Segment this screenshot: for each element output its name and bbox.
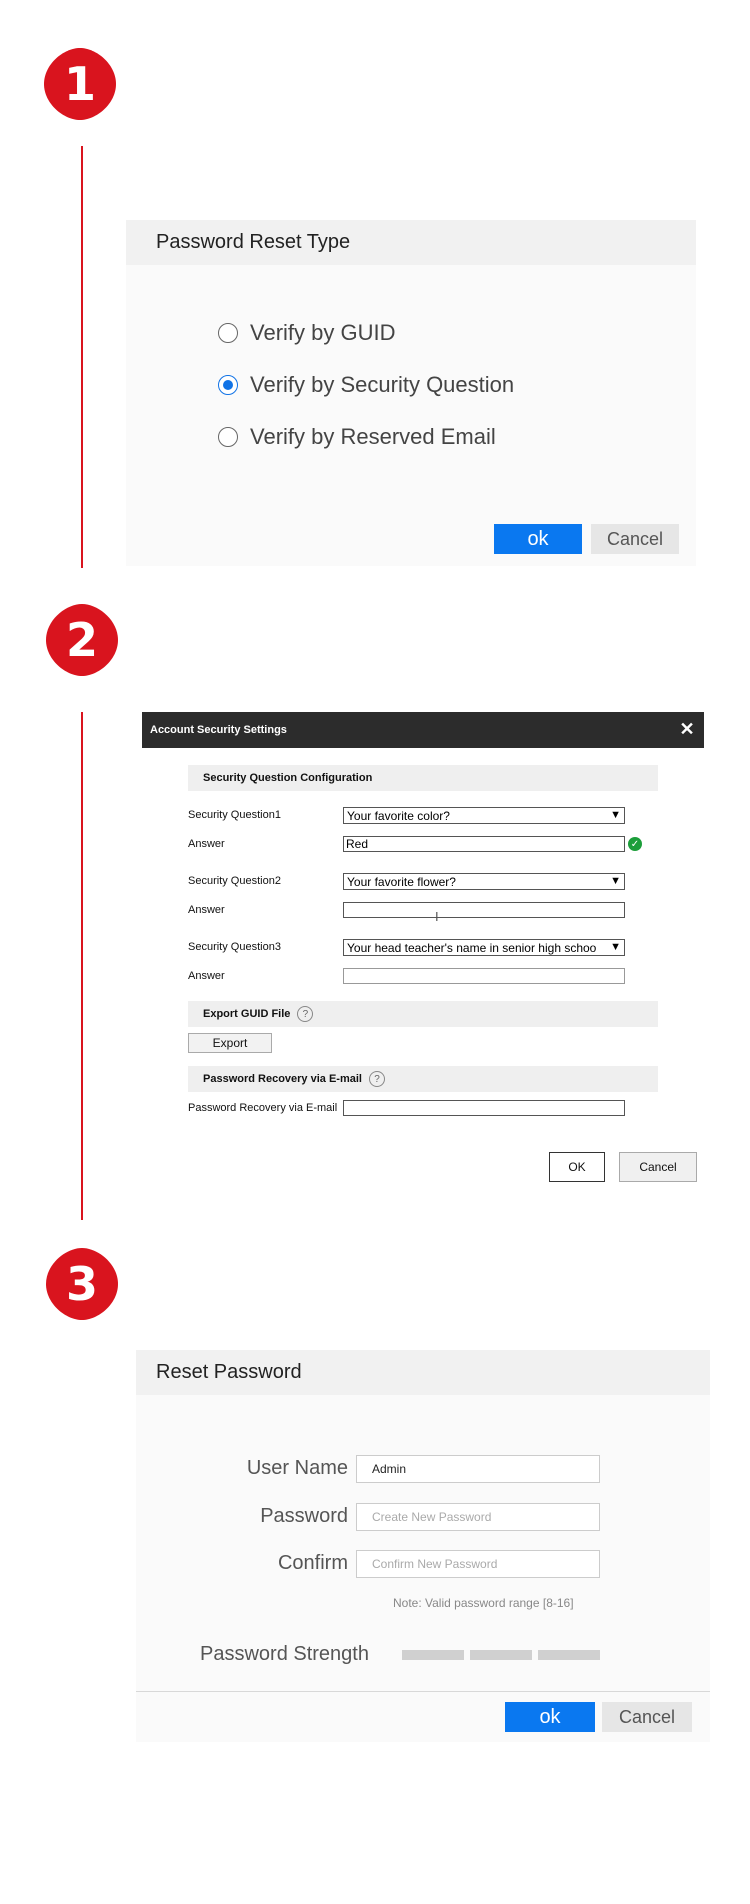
answer1-label: Answer — [188, 838, 225, 850]
account-security-settings-dialog — [142, 712, 704, 1190]
export-guid-section-header — [188, 1001, 658, 1027]
chevron-down-icon: ▼ — [610, 941, 621, 953]
divider — [136, 1691, 710, 1692]
radio-label: Verify by Security Question — [250, 372, 515, 397]
username-label: User Name — [246, 1457, 348, 1479]
strength-bar — [402, 1650, 464, 1660]
section-title: Password Recovery via E-mail — [203, 1073, 362, 1085]
password-input[interactable]: Create New Password — [356, 1503, 600, 1531]
security-question3-select[interactable] — [343, 939, 625, 956]
cancel-button[interactable]: Cancel — [619, 1152, 697, 1182]
help-icon[interactable]: ? — [369, 1071, 385, 1087]
security-question2-select[interactable] — [343, 873, 625, 890]
dialog-title: Password Reset Type — [126, 220, 696, 265]
password-range-note: Note: Valid password range [8-16] — [393, 1596, 574, 1610]
radio-button-selected[interactable] — [218, 375, 238, 395]
close-icon[interactable]: ✕ — [679, 718, 695, 739]
answer3-input[interactable] — [343, 968, 625, 984]
confirm-label: Confirm — [277, 1552, 348, 1574]
dialog-title: Account Security Settings — [150, 724, 287, 736]
password-reset-type-dialog — [126, 220, 696, 566]
answer2-label: Answer — [188, 904, 225, 916]
step-badge-2 — [42, 600, 122, 680]
strength-bar — [470, 1650, 532, 1660]
check-icon: ✓ — [628, 837, 642, 851]
export-button[interactable]: Export — [188, 1033, 272, 1053]
radio-option-security-question[interactable] — [218, 372, 514, 398]
password-label: Password — [260, 1505, 348, 1527]
email-recovery-input[interactable] — [343, 1100, 625, 1116]
radio-option-reserved-email[interactable] — [218, 424, 496, 450]
confirm-input[interactable]: Confirm New Password — [356, 1550, 600, 1578]
cancel-button[interactable]: Cancel — [602, 1702, 692, 1732]
step-number: 1 — [63, 57, 96, 111]
ok-button[interactable]: ok — [505, 1702, 595, 1732]
step-badge-3 — [42, 1244, 122, 1324]
strength-bar — [538, 1650, 600, 1660]
dialog-title: Reset Password — [136, 1350, 710, 1395]
cancel-button[interactable]: Cancel — [591, 524, 679, 554]
radio-label: Verify by GUID — [250, 320, 396, 345]
security-question3-label: Security Question3 — [188, 941, 281, 953]
security-question1-label: Security Question1 — [188, 809, 281, 821]
answer2-input[interactable] — [343, 902, 625, 918]
dialog-titlebar — [142, 712, 704, 748]
username-input[interactable]: Admin — [356, 1455, 600, 1483]
answer3-label: Answer — [188, 970, 225, 982]
security-question2-label: Security Question2 — [188, 875, 281, 887]
chevron-down-icon: ▼ — [610, 875, 621, 887]
radio-button[interactable] — [218, 323, 238, 343]
security-question1-select[interactable] — [343, 807, 625, 824]
email-recovery-label: Password Recovery via E-mail — [188, 1102, 338, 1114]
ok-button[interactable]: ok — [494, 524, 582, 554]
radio-option-guid[interactable] — [218, 320, 395, 346]
select-value: Your favorite flower? — [347, 874, 456, 889]
answer1-input[interactable]: Red — [343, 836, 625, 852]
email-recovery-section-header — [188, 1066, 658, 1092]
text-cursor-icon: I — [435, 909, 439, 924]
radio-button[interactable] — [218, 427, 238, 447]
step-number: 2 — [65, 613, 98, 667]
password-strength-label: Password Strength — [200, 1643, 369, 1665]
select-value: Your head teacher's name in senior high schoo — [347, 940, 597, 955]
ok-button[interactable]: OK — [549, 1152, 605, 1182]
step-number: 3 — [65, 1257, 98, 1311]
radio-label: Verify by Reserved Email — [250, 424, 496, 449]
step-connector-line — [81, 712, 83, 1220]
help-icon[interactable]: ? — [297, 1006, 313, 1022]
step-badge-1 — [40, 44, 120, 124]
step-connector-line — [81, 146, 83, 568]
section-title: Export GUID File — [203, 1008, 291, 1020]
chevron-down-icon: ▼ — [610, 809, 621, 821]
reset-password-dialog — [136, 1350, 710, 1742]
select-value: Your favorite color? — [347, 808, 450, 823]
security-question-section-header: Security Question Configuration — [188, 765, 658, 791]
